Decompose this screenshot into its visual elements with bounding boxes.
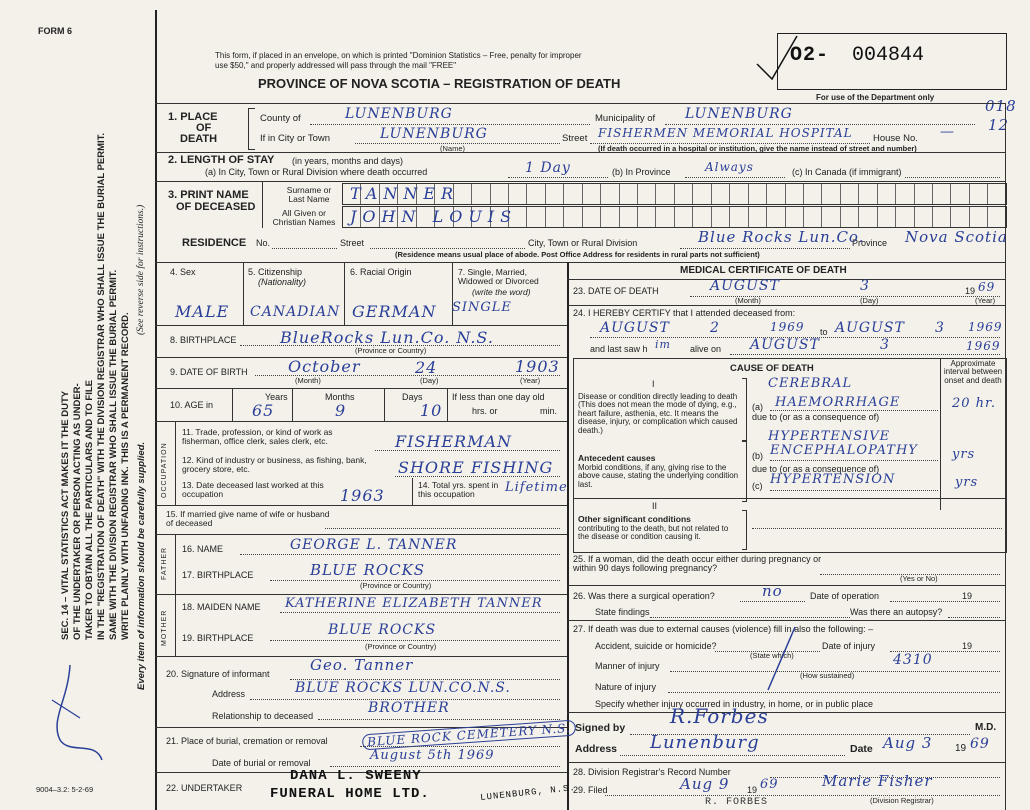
name-label-2: OF DECEASED bbox=[176, 201, 256, 213]
county-value: LUNENBURG bbox=[345, 106, 453, 122]
filed-year: 69 bbox=[760, 777, 779, 792]
filed-line bbox=[605, 795, 1000, 796]
dob-day-caption: (Day) bbox=[420, 376, 439, 385]
marital-sub: (write the word) bbox=[472, 287, 531, 297]
father-name-line bbox=[240, 554, 560, 555]
dob-year-caption: (Year) bbox=[520, 376, 541, 385]
dept-code-1: 018 bbox=[985, 97, 1017, 115]
form-right-border bbox=[1005, 103, 1006, 810]
residence-rule bbox=[155, 262, 1005, 263]
alive-on-label: alive on bbox=[690, 344, 722, 354]
dob-year: 1903 bbox=[515, 357, 560, 376]
place-bracket bbox=[248, 108, 255, 150]
personal-rule-7 bbox=[155, 594, 567, 595]
medical-rule-4 bbox=[567, 620, 1005, 621]
cause-c-label: (c) bbox=[752, 481, 763, 491]
cause-a-interval: 20 hr. bbox=[952, 396, 996, 411]
cause-a-label: (a) bbox=[752, 402, 763, 412]
registration-prefix: O2- bbox=[790, 44, 830, 67]
cause-a-2: HAEMORRHAGE bbox=[775, 395, 901, 410]
county-line bbox=[310, 124, 590, 125]
municipality-value: LUNENBURG bbox=[685, 106, 793, 122]
surname-label: Surname or Last Name bbox=[286, 185, 332, 204]
municipality-label: Municipality of bbox=[595, 113, 656, 124]
specify-label: Specify whether injury occurred in industry, in home, or in public place bbox=[595, 699, 873, 709]
signed-label: Signed by bbox=[575, 722, 626, 734]
autopsy-label: Was there an autopsy? bbox=[850, 607, 943, 617]
q29-label: 29. Filed bbox=[573, 785, 608, 795]
trade-value: FISHERMAN bbox=[395, 432, 512, 451]
q25-label: 25. If a woman, did the death occur either during pregnancy or within 90 days following pregnancy? bbox=[573, 554, 822, 574]
form-title: PROVINCE OF NOVA SCOTIA – REGISTRATION OF DEATH bbox=[258, 76, 621, 91]
filed-year-prefix: 19 bbox=[747, 785, 758, 795]
total-years-value: Lifetime bbox=[505, 480, 568, 495]
act-text-6: WRITE PLAINLY WITH UNFADING INK. THIS IS A PERMANENT RECORD. bbox=[120, 312, 131, 640]
father-birthplace-label: 17. BIRTHPLACE bbox=[182, 570, 254, 580]
supply-note: Every item of information should be carefully supplied. bbox=[136, 441, 147, 690]
birthplace-value: BlueRocks Lun.Co. N.S. bbox=[280, 328, 494, 347]
residence-label: RESIDENCE bbox=[182, 237, 247, 249]
attend-label: 24. I HEREBY CERTIFY that I attended deceased from: bbox=[573, 308, 796, 318]
attend-to-label: to bbox=[820, 327, 828, 337]
strike-scribble bbox=[760, 625, 800, 695]
cause-b-2: ENCEPHALOPATHY bbox=[770, 443, 918, 458]
occupation-tab-divider bbox=[175, 421, 176, 505]
cause-b-due: due to (or as a consequence of) bbox=[752, 464, 880, 474]
father-tab-divider bbox=[175, 534, 176, 594]
other-sub: contributing to the death, but not related to the disease or condition causing it. bbox=[578, 524, 729, 542]
mother-birthplace-line bbox=[270, 640, 560, 641]
registrar-caption: (Division Registrar) bbox=[870, 796, 934, 805]
father-tab: FATHER bbox=[161, 546, 168, 580]
act-text-5: SAME WITH THE DIVISION REGISTRAR WHO SHALL ISSUE THE BURIAL PERMIT. bbox=[108, 269, 119, 640]
mother-birthplace-label: 19. BIRTHPLACE bbox=[182, 633, 254, 643]
place-rule bbox=[155, 152, 1005, 153]
roman-1: I bbox=[652, 379, 655, 389]
street-label: Street bbox=[562, 133, 588, 144]
burial-place-value: BLUE ROCK CEMETERY N.S. bbox=[362, 720, 577, 751]
birthplace-label: 8. BIRTHPLACE bbox=[170, 335, 237, 345]
marital-label: 7. Single, Married, Widowed or Divorced bbox=[458, 267, 539, 286]
total-years-label: 14. Total yrs. spent in this occupation bbox=[418, 480, 499, 499]
hospital-note: (If death occurred in a hospital or institution, give the name instead of street and number) bbox=[598, 144, 917, 153]
sex-value: MALE bbox=[175, 302, 230, 321]
disease-label: Disease or condition directly leading to death (This does not mean the mode of dying, e.g., heart failure, asthenia, etc. It means the disease, injury, or complication which caused death.) bbox=[578, 392, 738, 435]
stay-b-value: Always bbox=[705, 160, 754, 174]
disease-bracket bbox=[742, 378, 747, 442]
informant-address-label: Address bbox=[212, 689, 246, 699]
father-birthplace-caption: (Province or Country) bbox=[360, 581, 432, 590]
months-value: 9 bbox=[335, 401, 347, 420]
dod-label: 23. DATE OF DEATH bbox=[573, 286, 659, 296]
mother-tab: MOTHER bbox=[161, 609, 168, 646]
form-left-border bbox=[155, 10, 157, 810]
q26-label: 26. Was there a surgical operation? bbox=[573, 591, 715, 601]
origin-divider bbox=[452, 263, 453, 325]
city-value: LUNENBURG bbox=[380, 126, 488, 142]
informant-address-value: BLUE ROCKS LUN.CO.N.S. bbox=[295, 680, 511, 696]
other-line bbox=[752, 528, 1002, 529]
residence-street-label: Street bbox=[340, 238, 365, 248]
undertaker-stamp-2: FUNERAL HOME LTD. bbox=[270, 786, 430, 802]
stay-sub: (in years, months and days) bbox=[292, 156, 404, 166]
father-name-label: 16. NAME bbox=[182, 544, 224, 554]
father-name-value: GEORGE L. TANNER bbox=[290, 537, 458, 553]
mark-4310: 4310 bbox=[893, 652, 933, 668]
dod-month: AUGUST bbox=[710, 278, 780, 294]
attend-to-day: 3 bbox=[935, 320, 945, 336]
dept-code-2: 12 bbox=[988, 116, 1010, 134]
state-findings-line bbox=[650, 617, 850, 618]
marital-value: SINGLE bbox=[452, 300, 512, 315]
stay-a-line bbox=[508, 177, 608, 178]
dod-day-caption: (Day) bbox=[860, 296, 879, 305]
cause-a-1: CEREBRAL bbox=[768, 376, 853, 391]
attend-to-month: AUGUST bbox=[835, 320, 905, 336]
medical-rule-6 bbox=[567, 762, 1005, 763]
city-label: If in City or Town bbox=[260, 133, 331, 144]
given-value: JOHN LOUIS bbox=[350, 207, 518, 226]
surname-value: TANNER bbox=[350, 184, 460, 203]
nature-line bbox=[668, 692, 1000, 693]
cause-rule bbox=[573, 498, 1005, 499]
stay-b-line bbox=[685, 177, 785, 178]
burial-place-label: 21. Place of burial, cremation or removal bbox=[166, 736, 328, 746]
residence-city-line bbox=[680, 248, 850, 249]
antecedent-bracket bbox=[742, 440, 747, 502]
age-divider-3 bbox=[384, 389, 385, 421]
burial-date-label: Date of burial or removal bbox=[212, 758, 311, 768]
address-value: Lunenburg bbox=[650, 732, 760, 753]
q26-line bbox=[740, 601, 805, 602]
stay-a-value: 1 Day bbox=[525, 160, 571, 176]
state-which-caption: (State which) bbox=[750, 651, 794, 660]
manner-label: Manner of injury bbox=[595, 661, 660, 671]
mother-maiden-value: KATHERINE ELIZABETH TANNER bbox=[285, 596, 543, 611]
attend-to-year: 1969 bbox=[968, 320, 1003, 334]
other-bracket bbox=[742, 510, 747, 550]
op-date-line bbox=[890, 601, 1000, 602]
county-label: County of bbox=[260, 113, 301, 124]
registrar-signature: Marie Fisher bbox=[822, 772, 933, 790]
dod-year-caption: (Year) bbox=[975, 296, 996, 305]
street-value: FISHERMEN MEMORIAL HOSPITAL bbox=[598, 126, 853, 140]
how-sustained-caption: (How sustained) bbox=[800, 671, 855, 680]
nature-label: Nature of injury bbox=[595, 682, 657, 692]
residence-province-value: Nova Scotia bbox=[905, 228, 1008, 246]
cause-a-due: due to (or as a consequence of) bbox=[752, 412, 880, 422]
cause-c-value: HYPERTENSION bbox=[770, 472, 896, 487]
last-saw-month: AUGUST bbox=[750, 337, 820, 353]
attend-from-year: 1969 bbox=[770, 320, 805, 334]
citizenship-divider bbox=[344, 263, 345, 325]
age-divider-1 bbox=[232, 389, 233, 421]
days-label: Days bbox=[402, 392, 423, 402]
personal-rule-3 bbox=[155, 388, 567, 389]
origin-value: GERMAN bbox=[352, 302, 437, 321]
residence-no-line bbox=[272, 248, 337, 249]
medical-rule-2 bbox=[567, 305, 1005, 306]
act-text-3: TAKER TO OBTAIN ALL THE PARTICULARS AND TO FILE bbox=[84, 379, 95, 640]
reverse-note: (See reverse side for instructions.) bbox=[136, 204, 146, 335]
cause-b-line bbox=[770, 460, 938, 461]
dod-month-caption: (Month) bbox=[735, 296, 761, 305]
stay-a-label: (a) In City, Town or Rural Division where death occurred bbox=[205, 167, 428, 177]
relationship-value: BROTHER bbox=[368, 700, 450, 716]
accident-label: Accident, suicide or homicide? bbox=[595, 641, 717, 651]
age-divider-4 bbox=[447, 389, 448, 421]
trade-line bbox=[375, 450, 560, 451]
cause-b-label: (b) bbox=[752, 451, 763, 461]
dob-label: 9. DATE OF BIRTH bbox=[170, 367, 248, 377]
dob-month: October bbox=[288, 357, 361, 376]
citizenship-label: 5. Citizenship bbox=[248, 267, 303, 277]
house-value: — bbox=[940, 124, 955, 140]
act-text-2: OF THE UNDERTAKER OR PERSON ACTING AS UNDER- bbox=[72, 383, 83, 640]
residence-city-value: Blue Rocks Lun.Co. bbox=[698, 228, 865, 246]
medical-rule-3 bbox=[567, 585, 1005, 586]
envelope-note-2: use $50," and properly addressed will pass through the mail "FREE" bbox=[215, 61, 457, 70]
dod-day: 3 bbox=[860, 278, 870, 294]
q28-label: 28. Division Registrar's Record Number bbox=[573, 767, 731, 777]
sex-divider bbox=[243, 263, 244, 325]
cause-c-line bbox=[770, 490, 938, 491]
min-label: min. bbox=[540, 406, 558, 416]
burial-place-line bbox=[360, 746, 560, 747]
mother-maiden-line bbox=[280, 612, 560, 613]
margin-signature-scribble bbox=[40, 660, 120, 770]
mother-tab-divider bbox=[175, 594, 176, 656]
personal-rule-2 bbox=[155, 357, 567, 358]
undertaker-label: 22. UNDERTAKER bbox=[166, 783, 243, 793]
state-findings-label: State findings bbox=[595, 607, 650, 617]
personal-rule-1 bbox=[155, 325, 567, 326]
address-line bbox=[620, 755, 845, 756]
hrs-label: hrs. or bbox=[472, 406, 498, 416]
attend-from-month: AUGUST bbox=[600, 320, 670, 336]
injury-date-label: Date of injury bbox=[822, 641, 876, 651]
form-code: 9004–3.2: 5-2-69 bbox=[36, 785, 94, 794]
medical-rule-1 bbox=[567, 279, 1005, 280]
place-of-label: OF bbox=[196, 122, 212, 134]
citizenship-sub: (Nationality) bbox=[258, 277, 307, 287]
mother-maiden-label: 18. MAIDEN NAME bbox=[182, 602, 261, 612]
dod-year-prefix: 19 bbox=[965, 286, 976, 296]
municipality-line bbox=[665, 124, 975, 125]
signed-value: R.Forbes bbox=[670, 704, 769, 728]
q25-caption: (Yes or No) bbox=[900, 574, 938, 583]
md-label: M.D. bbox=[975, 722, 997, 733]
given-label: All Given or Christian Names bbox=[272, 208, 336, 227]
envelope-note-1: This form, if placed in an envelope, on which is printed "Dominion Statistics – Free, penalty for improper bbox=[215, 51, 582, 60]
stay-label: 2. LENGTH OF STAY bbox=[168, 154, 275, 166]
form-number: FORM 6 bbox=[38, 26, 73, 36]
op-year-prefix: 19 bbox=[962, 591, 973, 601]
medical-heading: MEDICAL CERTIFICATE OF DEATH bbox=[680, 265, 847, 276]
interval-divider bbox=[940, 358, 941, 510]
cause-b-1: HYPERTENSIVE bbox=[768, 429, 891, 444]
cause-heading: CAUSE OF DEATH bbox=[730, 363, 814, 374]
last-saw-year: 1969 bbox=[966, 339, 1001, 353]
registration-number: 004844 bbox=[852, 44, 925, 67]
residence-city-label: City, Town or Rural Division bbox=[528, 238, 638, 248]
other-label: Other significant conditions bbox=[578, 514, 691, 524]
interval-heading: Approximate interval between onset and death bbox=[943, 359, 1003, 385]
age-divider-2 bbox=[292, 389, 293, 421]
wife-label: 15. If married give name of wife or husband of deceased bbox=[166, 509, 330, 528]
place-death-label: DEATH bbox=[180, 133, 218, 145]
act-text-1: SEC. 14 – VITAL STATISTICS ACT MAKES IT THE DUTY bbox=[60, 390, 71, 640]
last-saw-him: im bbox=[655, 338, 671, 351]
antecedent-label: Antecedent causes bbox=[578, 453, 656, 463]
industry-label: 12. Kind of industry or business, as fishing, bank, grocery store, etc. bbox=[182, 455, 367, 474]
occupation-divider bbox=[412, 478, 413, 505]
antecedent-sub: Morbid conditions, if any, giving rise to the above cause, stating the underlying condition last. bbox=[578, 463, 739, 489]
informant-sig-value: Geo. Tanner bbox=[310, 656, 414, 674]
personal-rule-4 bbox=[155, 421, 567, 422]
stay-c-label: (c) In Canada (if immigrant) bbox=[792, 167, 902, 177]
personal-rule-6 bbox=[155, 534, 567, 535]
occupation-tab: OCCUPATION bbox=[161, 442, 168, 498]
relationship-label: Relationship to deceased bbox=[212, 711, 314, 721]
days-value: 10 bbox=[420, 401, 443, 420]
last-saw-label: and last saw h bbox=[590, 344, 648, 354]
name-label-1: 3. PRINT NAME bbox=[168, 189, 249, 201]
date-value: Aug 3 bbox=[883, 734, 933, 752]
stay-b-label: (b) In Province bbox=[612, 167, 671, 177]
undertaker-town-stamp: LUNENBURG, N.S. bbox=[479, 783, 577, 803]
filed-value: Aug 9 bbox=[680, 775, 730, 793]
address-label: Address bbox=[575, 743, 618, 755]
residence-no-label: No. bbox=[256, 238, 271, 248]
sex-label: 4. Sex bbox=[170, 267, 196, 277]
residence-street-line bbox=[370, 248, 525, 249]
last-saw-day: 3 bbox=[880, 337, 890, 353]
stay-c-line bbox=[905, 177, 1000, 178]
attend-from-day: 2 bbox=[710, 320, 720, 336]
q27-label: 27. If death was due to external causes (violence) fill in also the following: – bbox=[573, 624, 874, 634]
date-label: Date bbox=[850, 743, 873, 755]
relationship-line bbox=[318, 719, 560, 720]
wife-line bbox=[325, 528, 560, 529]
undertaker-stamp-1: DANA L. SWEENY bbox=[290, 768, 422, 784]
residence-note: (Residence means usual place of abode. Post Office Address for residents in rural parts not sufficient) bbox=[395, 250, 760, 259]
burial-date-value: August 5th 1969 bbox=[370, 748, 495, 763]
dept-use-note: For use of the Department only bbox=[816, 93, 935, 102]
industry-value: SHORE FISHING bbox=[398, 458, 554, 477]
industry-line bbox=[395, 476, 560, 477]
last-worked-value: 1963 bbox=[340, 486, 385, 505]
dob-month-caption: (Month) bbox=[295, 376, 321, 385]
months-label: Months bbox=[325, 392, 355, 402]
informant-sig-label: 20. Signature of informant bbox=[166, 669, 270, 679]
roman-2: II bbox=[652, 501, 658, 511]
father-birthplace-value: BLUE ROCKS bbox=[310, 561, 426, 579]
citizenship-value: CANADIAN bbox=[250, 304, 341, 320]
last-saw-line bbox=[730, 354, 1000, 355]
personal-rule-5 bbox=[155, 505, 567, 506]
age-label: 10. AGE in bbox=[170, 400, 214, 410]
cause-b-interval: yrs bbox=[952, 447, 976, 462]
birthplace-caption: (Province or Country) bbox=[355, 346, 427, 355]
lessday-label: If less than one day old bbox=[452, 392, 545, 402]
date-year: 69 bbox=[970, 736, 990, 752]
mother-birthplace-value: BLUE ROCKS bbox=[328, 622, 437, 638]
mother-birthplace-caption: (Province or Country) bbox=[365, 642, 437, 651]
act-text-4: IN THE "REGISTRATION OF DEATH" WITH THE DIVISION REGISTRAR WHO SHALL ISSUE THE BURIAL PERMIT. bbox=[96, 132, 107, 640]
cause-c-interval: yrs bbox=[955, 475, 979, 490]
dob-day: 24 bbox=[415, 358, 438, 377]
years-value: 65 bbox=[252, 401, 275, 420]
burial-date-line bbox=[330, 766, 560, 767]
trade-label: 11. Trade, profession, or kind of work as fisherman, office clerk, sales clerk, etc. bbox=[182, 427, 333, 446]
cause-a-line bbox=[770, 410, 938, 411]
years-label: Years bbox=[265, 392, 288, 402]
autopsy-line bbox=[948, 617, 1000, 618]
header-rule bbox=[155, 103, 1005, 104]
last-worked-label: 13. Date deceased last worked at this occupation bbox=[182, 480, 324, 499]
q26-value: no bbox=[762, 582, 783, 600]
residence-province-label: Province bbox=[852, 238, 888, 248]
city-name-caption: (Name) bbox=[440, 144, 466, 153]
injury-year-prefix: 19 bbox=[962, 641, 973, 651]
origin-label: 6. Racial Origin bbox=[350, 267, 412, 277]
op-date-label: Date of operation bbox=[810, 591, 880, 601]
forbes-stamp: R. FORBES bbox=[705, 797, 769, 808]
medical-rule-5 bbox=[567, 712, 1005, 713]
place-label: 1. PLACE bbox=[168, 111, 218, 123]
date-year-prefix: 19 bbox=[955, 743, 967, 754]
dod-year: 69 bbox=[978, 280, 996, 294]
house-label: House No. bbox=[873, 133, 918, 144]
